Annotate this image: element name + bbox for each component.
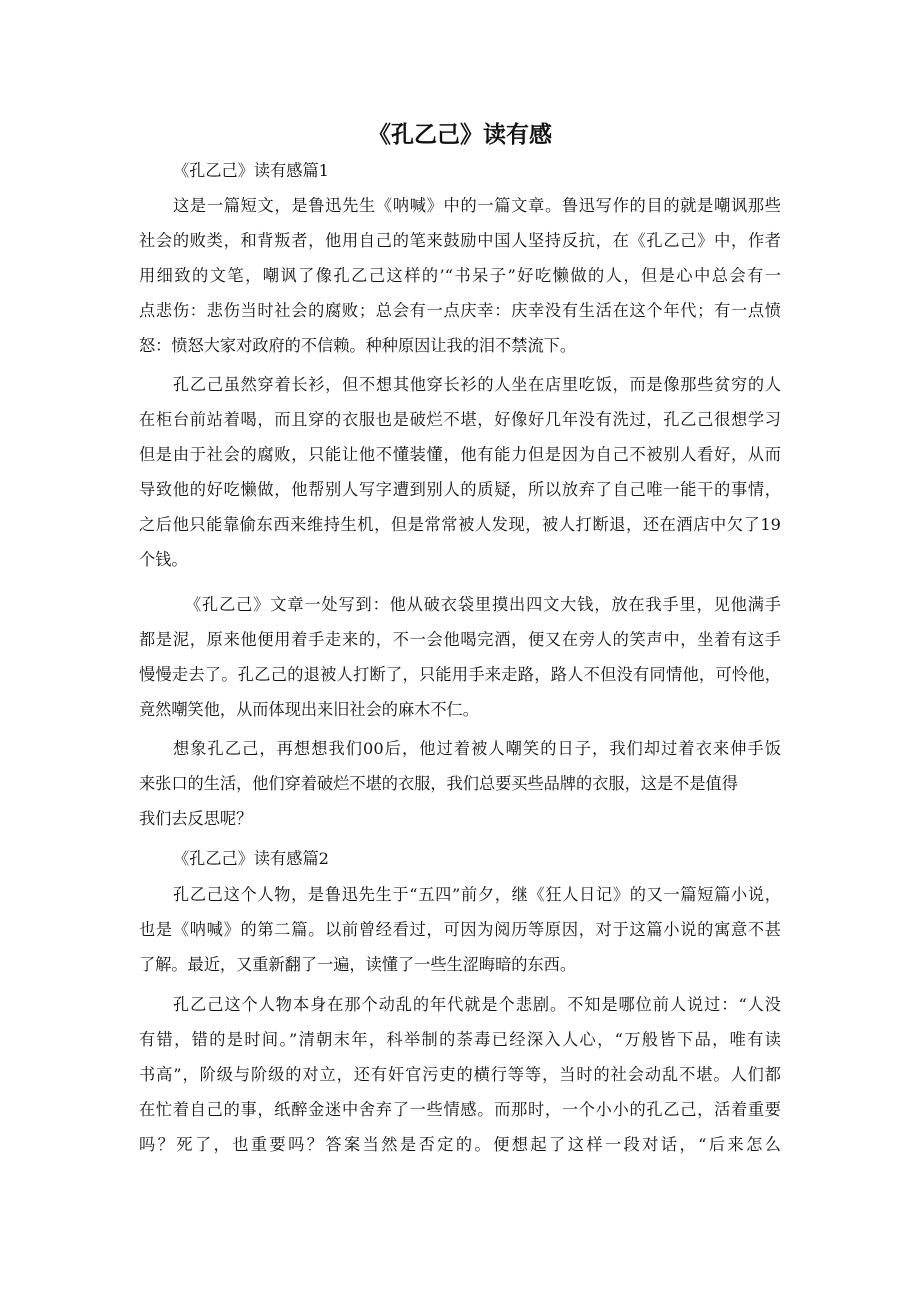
paragraph-line: 孔乙己虽然穿着长衫，但不想其他穿长衫的人坐在店里吃饭，而是像那些贫穷的人: [173, 375, 781, 394]
section-heading: [139, 153, 781, 188]
paragraph-line: 之后他只能靠偷东西来维持生机，但是常常被人发现，被人打断退，还在酒店中欠了19: [139, 515, 781, 534]
paragraph: [139, 877, 781, 982]
paragraph-line: 有错，错的是时间。”清朝末年，科举制的荼毒已经深入人心，“万般皆下品，唯有读: [139, 1030, 781, 1049]
paragraph-line: 在忙着自己的事，纸醉金迷中舍弃了一些情感。而那时，一个小小的孔乙己，活着重要: [139, 1100, 781, 1119]
paragraph-line: 想象孔乙己，再想想我们00后，他过着被人嘲笑的日子，我们却过着衣来伸手饭: [173, 739, 781, 758]
paragraph-line: 都是泥，原来他便用着手走来的，不一会他喝完酒，便又在旁人的笑声中，坐着有这手: [139, 630, 781, 649]
document-title: 《孔乙己》读有感: [368, 122, 552, 148]
paragraph-line: 个钱。: [139, 550, 188, 569]
paragraph-line: 这是一篇短文，是鲁迅先生《呐喊》中的一篇文章。鲁迅写作的目的就是嘲讽那些: [173, 196, 781, 215]
paragraph-line: 竟然嘲笑他，从而体现出来旧社会的麻木不仁。: [139, 700, 479, 719]
paragraph-line: 我们去反思呢？: [139, 809, 253, 828]
paragraph-line: 吗？死了，也重要吗？答案当然是否定的。便想起了这样一段对话，“后来怎么: [139, 1135, 781, 1154]
paragraph-line: 也是《呐喊》的第二篇。以前曾经看过，可因为阅历等原因，对于这篇小说的寓意不甚: [139, 920, 781, 939]
paragraph: [139, 367, 781, 577]
paragraph-line: 导致他的好吃懒做，他帮别人写字遭到别人的质疑，所以放弃了自己唯一能干的事情，: [139, 480, 781, 499]
paragraph: [139, 188, 781, 363]
paragraph: [139, 987, 781, 1162]
paragraph-line: 孔乙己这个人物，是鲁迅先生于“五四”前夕，继《狂人日记》的又一篇短篇小说，: [173, 885, 781, 904]
paragraph: [139, 731, 781, 836]
section-heading-text: 《孔乙己》读有感篇1: [173, 161, 329, 180]
paragraph-line: 用细致的文笔，嘲讽了像孔乙己这样的’“书呆子”好吃懒做的人，但是心中总会有一: [139, 266, 781, 285]
paragraph-line: 慢慢走去了。孔乙己的退被人打断了，只能用手来走路，路人不但没有同情他，可怜他，: [139, 665, 781, 684]
paragraph-line: 孔乙己这个人物本身在那个动乱的年代就是个悲剧。不知是哪位前人说过：“人没: [173, 995, 781, 1014]
paragraph-line: 了解。最近，又重新翻了一遍，读懂了一些生涩晦暗的东西。: [139, 955, 577, 974]
paragraph: [139, 587, 781, 727]
paragraph-line: 点悲伤：悲伤当时社会的腐败；总会有一点庆幸：庆幸没有生活在这个年代；有一点愤: [139, 301, 781, 320]
paragraph-line: 来张口的生活，他们穿着破烂不堪的衣服，我们总要买些品牌的衣服，这是不是值得: [139, 774, 738, 793]
paragraph-line: 怒：愤怒大家对政府的不信赖。种种原因让我的泪不禁流下。: [139, 336, 577, 355]
paragraph-line: 社会的败类，和背叛者，他用自己的笔来鼓励中国人坚持反抗，在《孔乙己》中，作者: [139, 231, 781, 250]
paragraph-line: 《孔乙己》文章一处写到：他从破衣袋里摸出四文大钱，放在我手里，见他满手: [185, 595, 781, 614]
paragraph-line: 但是由于社会的腐败，只能让他不懂装懂，他有能力但是因为自己不被别人看好，从而: [139, 445, 781, 464]
paragraph-line: 书高”，阶级与阶级的对立，还有奸官污吏的横行等等，当时的社会动乱不堪。人们都: [139, 1065, 781, 1084]
section-heading: [139, 841, 781, 876]
paragraph-line: 在柜台前站着喝，而且穿的衣服也是破烂不堪，好像好几年没有洗过，孔乙己很想学习: [139, 410, 781, 429]
section-heading-text: 《孔乙己》读有感篇2: [173, 849, 329, 868]
